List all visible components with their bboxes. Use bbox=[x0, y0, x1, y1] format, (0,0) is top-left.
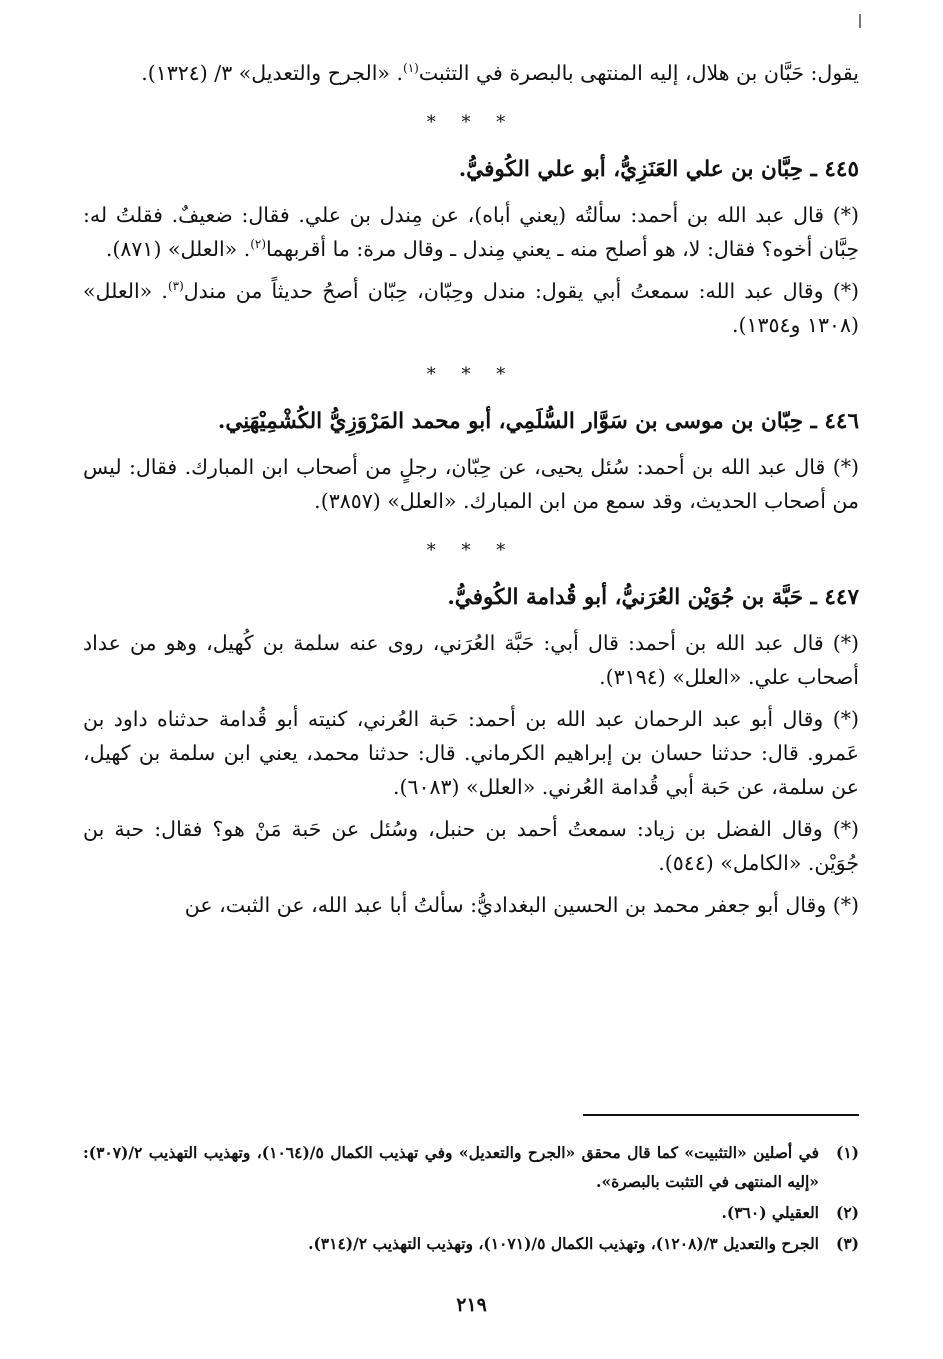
paragraph-text: (*) وقال أبو عبد الرحمان عبد الله بن أحمد: حَبة العُرني، كنيته أبو قُدامة حدثناه داود بن عَمرو. قال: حدثنا حسان بن إبراهيم الكرماني. قال: حدثنا محمد، يعني ابن سلمة بن كهيل، عن سلمة، عن حَبة أبي قُدامة العُرني. «العلل» (٦٠٨٣). bbox=[83, 707, 859, 799]
entry-title: ٤٤٧ ـ حَبَّة بن جُوَيْن العُرَنيُّ، أبو قُدامة الكُوفيُّ. bbox=[447, 585, 859, 610]
paragraph-text: (*) قال عبد الله بن أحمد: سألتُه (يعني أباه)، عن مِندل بن علي. فقال: ضعيفٌ. فقلتُ له: حِبَّان أخوه؟ فقال: لا، هو أصلح منه ـ يعني مِندل ـ وقال مرة: ما أقربهما bbox=[83, 203, 859, 261]
entry-paragraph bbox=[83, 626, 859, 694]
footnote-ref[interactable]: (٢) bbox=[250, 237, 267, 252]
entry-title: ٤٤٦ ـ حِبّان بن موسى بن سَوَّار السُّلَمِي، أبو محمد المَرْوَزِيُّ الكُشْمِيْهَنِي. bbox=[217, 409, 859, 434]
paragraph-text: (*) قال عبد الله بن أحمد: قال أبي: حَبَّة العُرَني، روى عنه سلمة بن كُهيل، وهو من عداد أصحاب علي. «العلل» (٣١٩٤). bbox=[83, 631, 859, 689]
entry-paragraph bbox=[83, 274, 859, 342]
footnote-number: (٢) bbox=[835, 1203, 859, 1222]
footnote bbox=[83, 1229, 859, 1258]
footnote-text: في أصلين «التثبيت» كما قال محقق «الجرح والتعديل» وفي تهذيب الكمال ٥/(١٠٦٤)، وتهذيب التهذيب ٢/(٣٠٧): «إليه المنتهى في التثبت بالبصرة». bbox=[83, 1143, 819, 1191]
footnote-text: العقيلي (٣٦٠). bbox=[721, 1203, 819, 1222]
paragraph-tail: . «العلل» (٨٧١). bbox=[105, 237, 251, 261]
entry-paragraph bbox=[83, 450, 859, 518]
continued-paragraph bbox=[83, 56, 859, 90]
page-number: ٢١٩ bbox=[456, 1294, 487, 1316]
entry-title: ٤٤٥ ـ حِبَّان بن علي العَنَزِيُّ، أبو علي الكُوفيُّ. bbox=[458, 157, 859, 182]
paragraph-text: (*) قال عبد الله بن أحمد: سُئل يحيى، عن حِبّان، رجلٍ من أصحاب ابن المبارك. فقال: ليس من أصحاب الحديث، وقد سمع من ابن المبارك. «العلل» (٣٨٥٧). bbox=[83, 455, 859, 513]
paragraph-tail: . «الجرح والتعديل» ٣/ (١٣٢٤). bbox=[141, 61, 403, 85]
entry-paragraph bbox=[83, 702, 859, 804]
footnote bbox=[83, 1198, 859, 1227]
paragraph-text: (*) وقال أبو جعفر محمد بن الحسين البغداديُّ: سألتُ أبا عبد الله، عن الثبت، عن bbox=[184, 893, 859, 917]
scan-mark bbox=[859, 14, 861, 28]
entry-paragraph bbox=[83, 198, 859, 266]
main-text bbox=[83, 56, 859, 930]
footnote-number: (٣) bbox=[835, 1234, 859, 1253]
footnote bbox=[83, 1138, 859, 1196]
section-separator: * * * bbox=[426, 540, 516, 561]
entry-paragraph bbox=[83, 888, 859, 922]
paragraph-text: (*) وقال عبد الله: سمعتُ أبي يقول: مندل وحِبّان، حِبّان أصحُ حديثاً من مندل bbox=[183, 279, 860, 303]
footnote-number: (١) bbox=[835, 1143, 859, 1162]
footnote-divider bbox=[583, 1114, 859, 1116]
footnote-ref[interactable]: (١) bbox=[403, 61, 419, 76]
paragraph-text: (*) وقال الفضل بن زياد: سمعتُ أحمد بن حنبل، وسُئل عن حَبة مَنْ هو؟ فقال: حبة بن جُوَيْن. «الكامل» (٥٤٤). bbox=[83, 817, 859, 875]
section-separator: * * * bbox=[426, 112, 516, 133]
section-separator: * * * bbox=[426, 364, 516, 385]
footnote-ref[interactable]: (٣) bbox=[167, 279, 184, 294]
footnote-text: الجرح والتعديل ٣/(١٢٠٨)، وتهذيب الكمال ٥/(١٠٧١)، وتهذيب التهذيب ٢/(٣١٤). bbox=[308, 1234, 819, 1253]
paragraph-tail: . «العلل» (١٣٠٨ و١٣٥٤). bbox=[83, 279, 859, 337]
entry-paragraph bbox=[83, 812, 859, 880]
footnotes bbox=[83, 1138, 859, 1260]
paragraph-text: يقول: حَبَّان بن هلال، إليه المنتهى بالبصرة في التثبت bbox=[418, 61, 859, 85]
